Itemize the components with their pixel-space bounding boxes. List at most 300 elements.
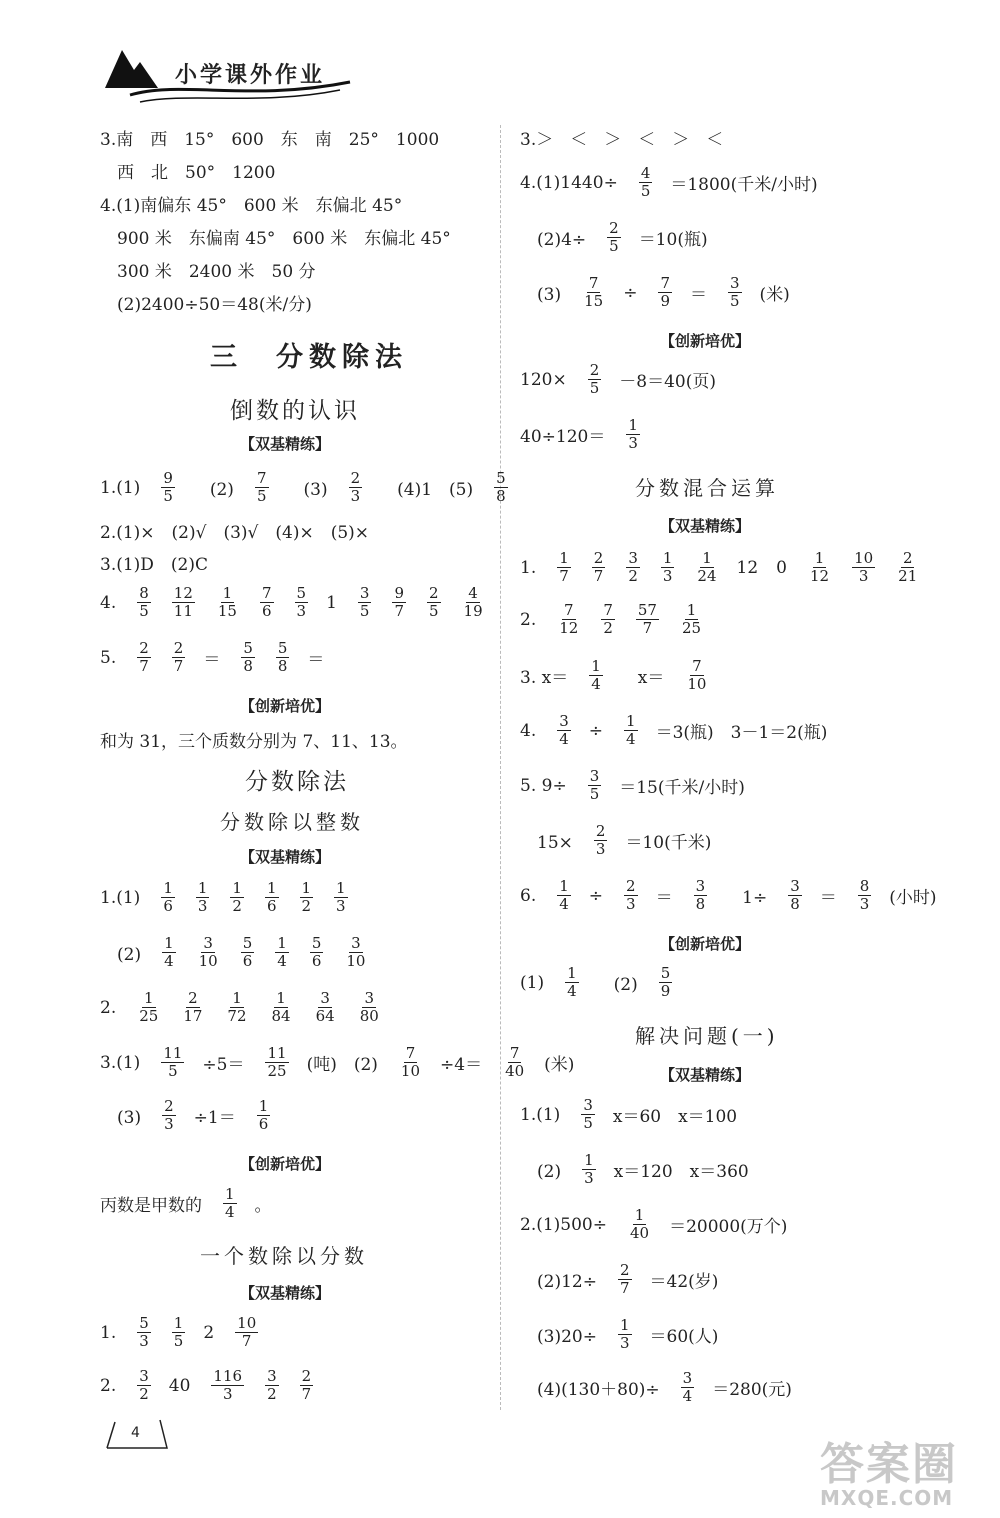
numerator: 57 bbox=[637, 601, 657, 619]
fraction bbox=[181, 990, 204, 1025]
answer-text: ＝3(瓶) 3－1＝2(瓶) bbox=[655, 723, 828, 743]
answer-text: (2) bbox=[596, 975, 638, 995]
denominator: 7 bbox=[642, 619, 653, 637]
answer-text: ＝ bbox=[819, 888, 837, 908]
answer-text: (2) bbox=[192, 480, 234, 500]
fraction bbox=[808, 550, 831, 585]
denominator: 5 bbox=[256, 487, 267, 505]
numerator: 5 bbox=[296, 584, 307, 602]
denominator: 19 bbox=[463, 602, 483, 620]
numerator: 3 bbox=[364, 989, 375, 1007]
numerator: 1 bbox=[559, 549, 569, 567]
fraction bbox=[694, 878, 708, 913]
denominator: 5 bbox=[359, 602, 370, 620]
fraction bbox=[255, 470, 269, 505]
fraction bbox=[681, 1370, 695, 1405]
denominator: 64 bbox=[315, 1007, 335, 1025]
numerator: 7 bbox=[509, 1044, 520, 1062]
answer-text: 2. bbox=[520, 609, 537, 630]
answer-text: ＝15(千米/小时) bbox=[619, 778, 745, 798]
watermark-url: MXQE.COM bbox=[820, 1486, 954, 1510]
fraction bbox=[680, 602, 703, 637]
denominator: 40 bbox=[505, 1062, 525, 1080]
numerator: 1 bbox=[258, 1097, 269, 1115]
numerator: 1 bbox=[628, 416, 638, 434]
fraction bbox=[618, 1262, 632, 1297]
numerator: 8 bbox=[859, 877, 870, 895]
watermark bbox=[820, 1428, 990, 1513]
answer-text: (小时) bbox=[889, 888, 937, 908]
answer-line bbox=[100, 125, 457, 150]
numerator: 1 bbox=[559, 877, 569, 895]
denominator: 4 bbox=[559, 730, 569, 748]
answer-line bbox=[100, 257, 334, 282]
numerator: 5 bbox=[139, 1314, 149, 1332]
answer-text: ＝ bbox=[689, 285, 707, 305]
chapter-title: 三 分数除法 bbox=[210, 342, 408, 373]
fraction bbox=[427, 585, 441, 620]
fraction bbox=[628, 1207, 651, 1242]
header-title: 小学课外作业 bbox=[175, 63, 326, 88]
answer-text: x＝60 x＝100 bbox=[612, 1107, 738, 1127]
fraction bbox=[161, 470, 175, 505]
denominator: 7 bbox=[559, 567, 569, 585]
answer-text: 丙数是甲数的 bbox=[100, 1196, 202, 1216]
answer-text: 3.＞ ＜ ＞ ＜ ＞ ＜ bbox=[520, 130, 724, 150]
answer-line bbox=[520, 1152, 767, 1187]
numerator: 11 bbox=[163, 1044, 183, 1062]
numerator: 9 bbox=[394, 584, 404, 602]
answer-text: ÷ bbox=[588, 720, 604, 741]
answer-text: ＝280(元) bbox=[712, 1380, 792, 1400]
numerator: 3 bbox=[628, 549, 638, 567]
answer-line bbox=[100, 518, 387, 543]
answer-line bbox=[520, 165, 836, 200]
denominator: 2 bbox=[139, 1385, 149, 1403]
answer-text: (米) bbox=[759, 285, 790, 305]
denominator: 9 bbox=[660, 292, 670, 310]
answer-line bbox=[100, 990, 399, 1025]
answer-line bbox=[520, 1097, 755, 1132]
answer-text: ÷ bbox=[623, 282, 638, 303]
answer-text: 15× bbox=[520, 833, 573, 853]
numerator: 1 bbox=[225, 1185, 235, 1203]
answer-text: (1) bbox=[520, 972, 545, 993]
denominator: 21 bbox=[898, 567, 918, 585]
fraction bbox=[358, 585, 372, 620]
answer-text: 西 北 50° 1200 bbox=[100, 163, 276, 183]
numerator: 2 bbox=[609, 219, 619, 237]
fraction bbox=[235, 1315, 258, 1350]
fraction bbox=[334, 880, 348, 915]
numerator: 3 bbox=[682, 1369, 693, 1387]
answer-text: 0 bbox=[776, 557, 787, 578]
answer-line bbox=[100, 191, 420, 216]
numerator: 2 bbox=[188, 989, 198, 1007]
fraction bbox=[624, 878, 638, 913]
answer-text: 120× bbox=[520, 369, 567, 390]
numerator: 5 bbox=[243, 639, 253, 657]
fraction bbox=[137, 1368, 151, 1403]
answer-text: 40 bbox=[168, 1375, 191, 1396]
fraction bbox=[211, 1368, 244, 1403]
denominator: 3 bbox=[859, 895, 870, 913]
fraction bbox=[494, 470, 508, 505]
fraction bbox=[344, 935, 367, 970]
denominator: 17 bbox=[183, 1007, 203, 1025]
answer-text: (2)4÷ bbox=[520, 230, 587, 250]
answer-line bbox=[520, 658, 726, 693]
denominator: 5 bbox=[589, 785, 600, 803]
denominator: 80 bbox=[359, 1007, 379, 1025]
answer-text: (4)1 (5) bbox=[380, 480, 474, 500]
fraction bbox=[728, 275, 742, 310]
denominator: 4 bbox=[225, 1203, 235, 1221]
answer-line bbox=[100, 727, 426, 752]
answer-line bbox=[520, 602, 721, 637]
answer-line bbox=[520, 275, 808, 310]
denominator: 5 bbox=[609, 237, 619, 255]
fraction bbox=[592, 550, 606, 585]
denominator: 8 bbox=[243, 657, 253, 675]
denominator: 4 bbox=[164, 952, 174, 970]
fraction bbox=[137, 990, 160, 1025]
fraction bbox=[265, 880, 279, 915]
numerator: 3 bbox=[589, 767, 600, 785]
numerator: 1 bbox=[584, 1151, 594, 1169]
answer-text: ＝60(人) bbox=[649, 1327, 719, 1347]
numerator: 3 bbox=[320, 989, 330, 1007]
numerator: 4 bbox=[468, 584, 478, 602]
denominator: 15 bbox=[217, 602, 237, 620]
numerator: 12 bbox=[173, 584, 193, 602]
denominator: 5 bbox=[583, 1114, 593, 1132]
numerator: 1 bbox=[336, 879, 346, 897]
denominator: 7 bbox=[241, 1332, 252, 1350]
section-tag: 【双基精练】 bbox=[660, 1066, 751, 1084]
denominator: 3 bbox=[619, 1334, 630, 1352]
subsection-title: 一个数除以分数 bbox=[200, 1244, 368, 1268]
answer-text: 2. bbox=[100, 997, 117, 1018]
numerator: 1 bbox=[686, 601, 697, 619]
denominator: 2 bbox=[628, 567, 638, 585]
answer-line bbox=[520, 823, 729, 858]
answer-text: 1.(1) bbox=[100, 477, 141, 498]
denominator: 3 bbox=[296, 602, 307, 620]
numerator: 1 bbox=[702, 549, 712, 567]
fraction bbox=[265, 1368, 279, 1403]
denominator: 25 bbox=[267, 1062, 287, 1080]
numerator: 3 bbox=[139, 1367, 149, 1385]
numerator: 5 bbox=[277, 639, 288, 657]
fraction bbox=[265, 1045, 288, 1080]
denominator: 8 bbox=[496, 487, 506, 505]
answer-line bbox=[520, 125, 741, 150]
answer-text: (3) bbox=[520, 285, 562, 305]
numerator: 7 bbox=[692, 657, 702, 675]
fraction bbox=[162, 1098, 176, 1133]
fraction bbox=[300, 880, 314, 915]
answer-text: 4. bbox=[520, 720, 537, 741]
denominator: 8 bbox=[790, 895, 800, 913]
fraction bbox=[618, 1317, 632, 1352]
denominator: 4 bbox=[591, 675, 601, 693]
answer-line bbox=[100, 1368, 331, 1403]
numerator: 8 bbox=[139, 584, 149, 602]
answer-text: (2) bbox=[100, 945, 142, 965]
numerator: 1 bbox=[266, 879, 277, 897]
denominator: 10 bbox=[198, 952, 218, 970]
numerator: 1 bbox=[814, 549, 825, 567]
numerator: 11 bbox=[267, 1044, 287, 1062]
fraction bbox=[225, 990, 248, 1025]
answer-text: ＝42(岁) bbox=[649, 1272, 719, 1292]
numerator: 2 bbox=[350, 469, 361, 487]
denominator: 84 bbox=[271, 1007, 291, 1025]
numerator: 9 bbox=[163, 469, 173, 487]
numerator: 3 bbox=[695, 877, 706, 895]
numerator: 1 bbox=[232, 879, 242, 897]
denominator: 3 bbox=[628, 434, 638, 452]
denominator: 4 bbox=[559, 895, 569, 913]
numerator: 10 bbox=[237, 1314, 257, 1332]
denominator: 7 bbox=[173, 657, 184, 675]
fraction bbox=[582, 275, 605, 310]
denominator: 8 bbox=[277, 657, 288, 675]
numerator: 116 bbox=[213, 1367, 243, 1385]
answer-text: x＝120 x＝360 bbox=[613, 1162, 749, 1182]
answer-line bbox=[520, 713, 845, 748]
section-tag: 【双基精练】 bbox=[240, 435, 331, 453]
answer-text: 900 米 东偏南 45° 600 米 东偏北 45° bbox=[100, 229, 451, 249]
answer-line bbox=[520, 878, 955, 913]
fraction bbox=[636, 602, 659, 637]
denominator: 9 bbox=[660, 982, 671, 1000]
fraction bbox=[601, 602, 615, 637]
fraction bbox=[216, 585, 239, 620]
denominator: 2 bbox=[603, 619, 613, 637]
fraction bbox=[161, 1045, 184, 1080]
denominator: 6 bbox=[266, 897, 277, 915]
denominator: 3 bbox=[222, 1385, 233, 1403]
answer-text: －8＝40(页) bbox=[619, 372, 716, 392]
fraction bbox=[295, 585, 309, 620]
answer-text: 5. 9÷ bbox=[520, 775, 567, 796]
fraction bbox=[300, 1368, 314, 1403]
numerator: 5 bbox=[242, 934, 253, 952]
denominator: 3 bbox=[626, 895, 636, 913]
fraction bbox=[196, 880, 210, 915]
answer-text: ＝10(千米) bbox=[625, 833, 712, 853]
numerator: 1 bbox=[163, 879, 173, 897]
denominator: 7 bbox=[301, 1385, 312, 1403]
fraction bbox=[624, 713, 638, 748]
answer-line bbox=[100, 880, 366, 915]
answer-text: 1.(1) bbox=[520, 1104, 561, 1125]
denominator: 6 bbox=[242, 952, 253, 970]
numerator: 2 bbox=[626, 877, 636, 895]
fraction bbox=[137, 640, 151, 675]
fraction bbox=[661, 550, 675, 585]
numerator: 4 bbox=[640, 164, 651, 182]
denominator: 3 bbox=[662, 567, 673, 585]
denominator: 5 bbox=[139, 602, 149, 620]
denominator: 25 bbox=[139, 1007, 159, 1025]
numerator: 2 bbox=[164, 1097, 174, 1115]
fraction bbox=[172, 640, 186, 675]
numerator: 1 bbox=[619, 1316, 630, 1334]
numerator: 3 bbox=[359, 584, 370, 602]
numerator: 2 bbox=[589, 361, 600, 379]
answer-line bbox=[520, 768, 763, 803]
answer-line bbox=[100, 640, 342, 675]
numerator: 3 bbox=[351, 934, 361, 952]
answer-text: ÷4＝ bbox=[440, 1055, 483, 1075]
page-number: 4 bbox=[131, 1425, 140, 1441]
numerator: 2 bbox=[173, 639, 184, 657]
fraction bbox=[582, 1152, 596, 1187]
denominator: 10 bbox=[400, 1062, 421, 1080]
numerator: 1 bbox=[164, 934, 174, 952]
answer-text: 1. bbox=[100, 1322, 117, 1343]
denominator: 5 bbox=[173, 1332, 184, 1350]
fraction bbox=[462, 585, 485, 620]
denominator: 3 bbox=[595, 840, 606, 858]
fraction bbox=[392, 585, 406, 620]
denominator: 3 bbox=[197, 897, 208, 915]
denominator: 2 bbox=[301, 897, 312, 915]
denominator: 11 bbox=[173, 602, 193, 620]
answer-text: 2. bbox=[100, 1375, 117, 1396]
denominator: 5 bbox=[589, 379, 600, 397]
answer-line bbox=[100, 1098, 288, 1133]
answer-text: (4)(130＋80)÷ bbox=[520, 1380, 660, 1400]
numerator: 2 bbox=[902, 549, 913, 567]
numerator: 5 bbox=[311, 934, 322, 952]
fraction bbox=[626, 550, 640, 585]
denominator: 6 bbox=[258, 1115, 269, 1133]
denominator: 5 bbox=[640, 182, 651, 200]
denominator: 25 bbox=[681, 619, 702, 637]
answer-text: 。 bbox=[254, 1196, 272, 1216]
fraction bbox=[659, 965, 673, 1000]
denominator: 6 bbox=[311, 952, 322, 970]
answer-text: 4.(1)1440÷ bbox=[520, 172, 618, 193]
denominator: 2 bbox=[267, 1385, 277, 1403]
answer-line bbox=[100, 1315, 276, 1350]
numerator: 1 bbox=[197, 879, 208, 897]
numerator: 7 bbox=[256, 469, 267, 487]
fraction bbox=[260, 585, 274, 620]
numerator: 7 bbox=[405, 1044, 416, 1062]
numerator: 5 bbox=[496, 469, 506, 487]
answer-text: 12 bbox=[736, 557, 759, 578]
numerator: 7 bbox=[603, 601, 613, 619]
fraction bbox=[257, 1098, 271, 1133]
fraction bbox=[399, 1045, 422, 1080]
fraction bbox=[557, 878, 571, 913]
fraction bbox=[230, 880, 244, 915]
numerator: 5 bbox=[660, 964, 671, 982]
fraction bbox=[581, 1097, 595, 1132]
denominator: 7 bbox=[593, 567, 604, 585]
numerator: 2 bbox=[595, 822, 606, 840]
denominator: 8 bbox=[695, 895, 706, 913]
numerator: 10 bbox=[854, 549, 874, 567]
denominator: 12 bbox=[559, 619, 579, 637]
numerator: 1 bbox=[626, 712, 636, 730]
answer-line bbox=[520, 1207, 805, 1242]
answer-text: 2 bbox=[203, 1322, 215, 1343]
denominator: 5 bbox=[729, 292, 740, 310]
fraction bbox=[852, 550, 875, 585]
answer-text: (米) bbox=[544, 1055, 575, 1075]
fraction bbox=[197, 935, 220, 970]
answer-text: 3.(1) bbox=[100, 1052, 141, 1073]
answer-text: 300 米 2400 米 50 分 bbox=[100, 262, 316, 282]
numerator: 1 bbox=[277, 934, 287, 952]
denominator: 7 bbox=[619, 1279, 630, 1297]
denominator: 40 bbox=[630, 1224, 650, 1242]
denominator: 12 bbox=[809, 567, 830, 585]
numerator: 3 bbox=[267, 1367, 277, 1385]
numerator: 3 bbox=[583, 1096, 593, 1114]
answer-text: (3) bbox=[286, 480, 328, 500]
fraction bbox=[695, 550, 718, 585]
denominator: 2 bbox=[232, 897, 242, 915]
numerator: 7 bbox=[660, 274, 670, 292]
numerator: 3 bbox=[559, 712, 569, 730]
page-number-box bbox=[105, 1418, 170, 1450]
answer-text: ÷5＝ bbox=[202, 1055, 245, 1075]
answer-text: ＝ bbox=[307, 650, 325, 670]
answer-line bbox=[520, 965, 690, 1000]
numerator: 7 bbox=[588, 274, 599, 292]
numerator: 3 bbox=[203, 934, 213, 952]
answer-text: 和为 31，三个质数分别为 7、11、13。 bbox=[100, 732, 408, 752]
answer-text: 3.(1)D (2)C bbox=[100, 555, 209, 575]
denominator: 3 bbox=[336, 897, 346, 915]
numerator: 2 bbox=[593, 549, 604, 567]
fraction bbox=[172, 585, 195, 620]
subsection-title: 分数除以整数 bbox=[220, 810, 364, 834]
denominator: 72 bbox=[227, 1007, 247, 1025]
answer-line bbox=[100, 1045, 592, 1080]
answer-text: (2)2400÷50＝48(米/分) bbox=[100, 295, 312, 315]
answer-text: (3)20÷ bbox=[520, 1327, 597, 1347]
answer-line bbox=[100, 550, 226, 575]
answer-line bbox=[100, 224, 469, 249]
denominator: 4 bbox=[277, 952, 287, 970]
numerator: 7 bbox=[261, 584, 272, 602]
fraction bbox=[557, 713, 571, 748]
numerator: 1 bbox=[173, 1314, 184, 1332]
numerator: 7 bbox=[564, 601, 574, 619]
fraction bbox=[588, 768, 602, 803]
denominator: 5 bbox=[428, 602, 439, 620]
fraction bbox=[639, 165, 653, 200]
fraction bbox=[658, 275, 672, 310]
column-divider bbox=[500, 125, 501, 1410]
denominator: 3 bbox=[350, 487, 361, 505]
fraction bbox=[349, 470, 363, 505]
answer-text: ＝1800(千米/小时) bbox=[670, 175, 818, 195]
denominator: 10 bbox=[346, 952, 366, 970]
answer-text: 6. bbox=[520, 885, 537, 906]
numerator: 1 bbox=[232, 989, 242, 1007]
fraction bbox=[685, 658, 708, 693]
denominator: 24 bbox=[697, 567, 717, 585]
